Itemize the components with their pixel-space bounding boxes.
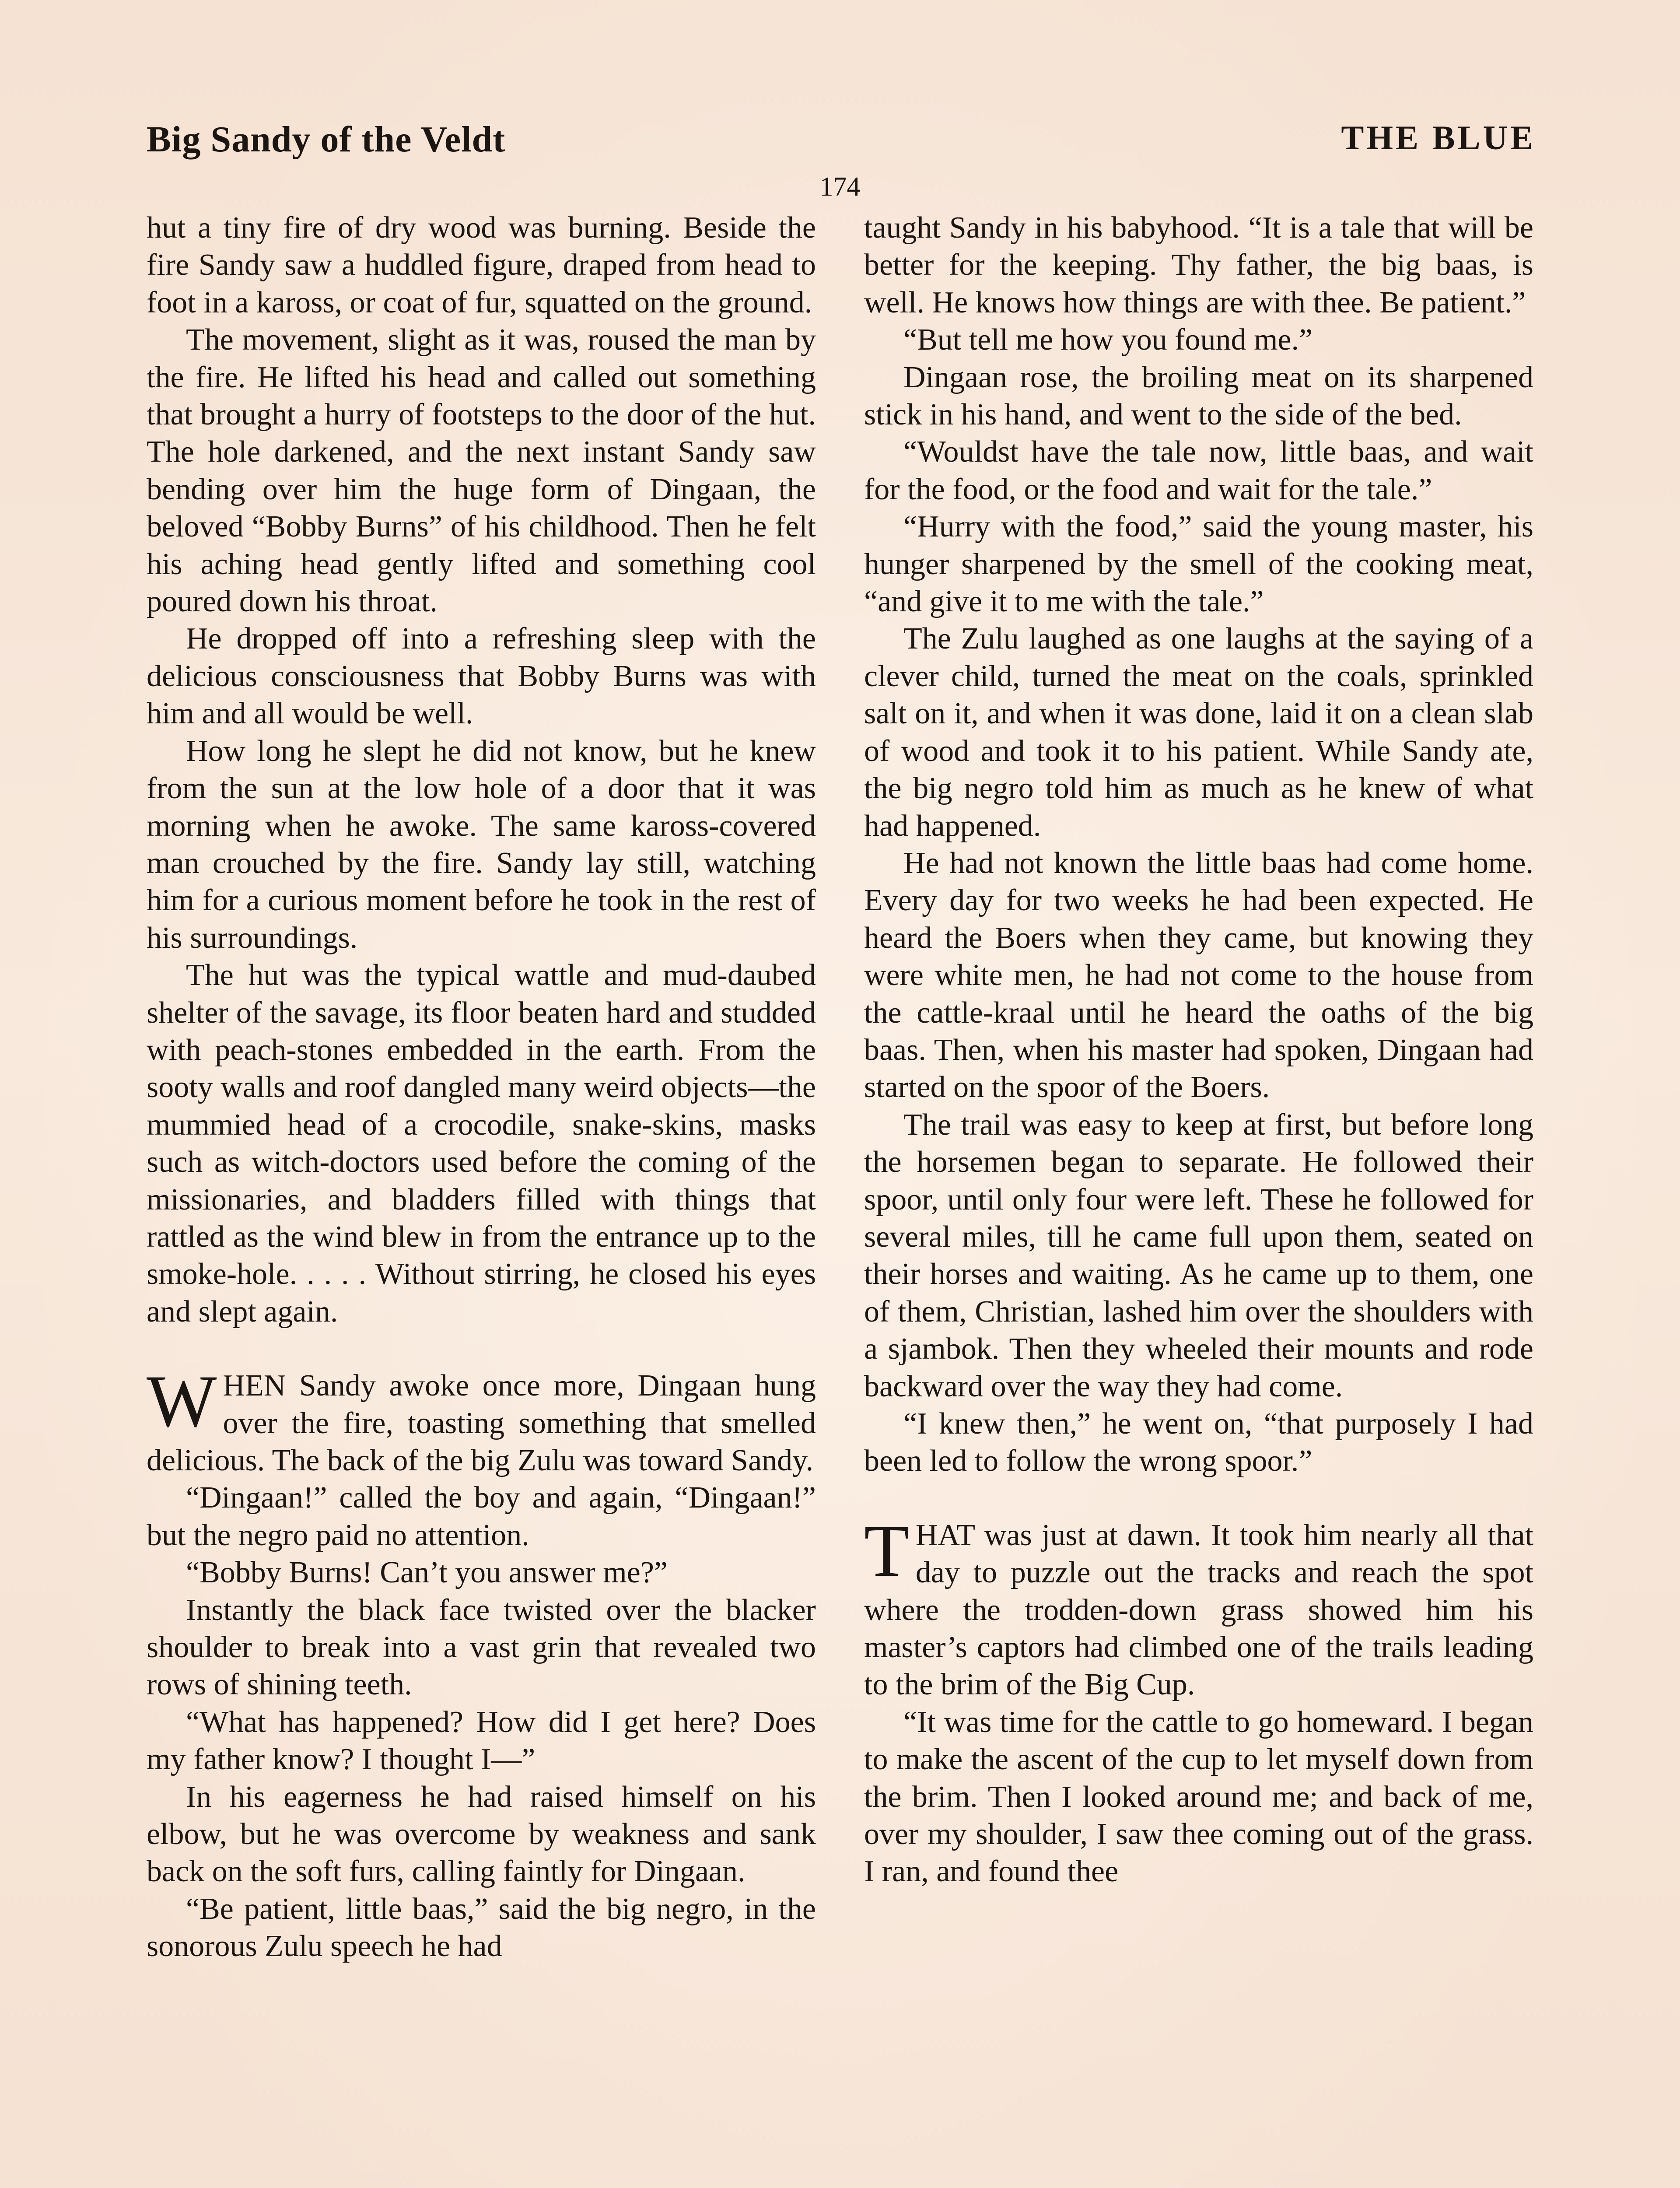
page-number: 174 xyxy=(819,172,861,202)
paragraph: “Be patient, little baas,” said the big negro, in the sonorous Zulu speech he had xyxy=(147,1892,816,1964)
paragraph: The movement, slight as it was, roused the man by the fire. He lifted his head and called out something that brought a hurry of footsteps to the door of the hut. The hole darkened, and the next instant Sandy saw bending over him the huge form of Dingaan, the beloved “Bobby Burns” of his childhood. Then he felt his aching head gently lifted and something cool poured down his throat. xyxy=(147,323,816,619)
paragraph-text: HEN Sandy awoke once more, Dingaan hung over the fire, toasting something that smelled delicious. The back of the big Zulu was toward Sandy. xyxy=(147,1369,816,1477)
paragraph: The Zulu laughed as one laughs at the saying of a clever child, turned the meat on the coals, sprinkled salt on it, and when it was done, laid it on a clean slab of wood and took it to his patient. While Sandy ate, the big negro told him as much as he knew of what had happened. xyxy=(864,622,1533,843)
paragraph: hut a tiny fire of dry wood was burning. Beside the fire Sandy saw a huddled figure, draped from head to foot in a kaross, or coat of fur, squatted on the ground. xyxy=(147,211,816,319)
paragraph: “It was time for the cattle to go homeward. I began to make the ascent of the cup to let myself down from the brim. Then I looked around me; and back of me, over my shoulder, I saw thee coming out of the grass. I ran, and found thee xyxy=(864,1705,1533,1889)
paragraph: “Wouldst have the tale now, little baas, and wait for the food, or the food and wait for the tale.” xyxy=(864,435,1533,506)
paragraph: “But tell me how you found me.” xyxy=(903,323,1313,357)
left-column xyxy=(147,209,816,2188)
story-title: Big Sandy of the Veldt xyxy=(147,119,506,160)
paragraph: In his eagerness he had raised himself on his elbow, but he was overcome by weakness and sank back on the soft furs, calling faintly for Dingaan. xyxy=(147,1780,816,1889)
paragraph: “Dingaan!” called the boy and again, “Dingaan!” but the negro paid no attention. xyxy=(147,1481,816,1552)
paragraph: “I knew then,” he went on, “that purposely I had been led to follow the wrong spoor.” xyxy=(864,1407,1533,1478)
running-header xyxy=(147,118,1536,166)
section-paragraph xyxy=(864,1509,1533,1704)
paragraph: “Hurry with the food,” said the young master, his hunger sharpened by the smell of the cooking meat, “and give it to me with the tale.” xyxy=(864,510,1533,619)
drop-cap: W xyxy=(147,1360,217,1443)
paragraph-text: HAT was just at dawn. It took him nearly all that day to puzzle out the tracks and reach the spot where the trodden-down grass showed him his master’s captors had climbed one of the trails leading to the brim of the Big Cup. xyxy=(864,1518,1533,1702)
right-column xyxy=(864,209,1533,2188)
section-paragraph xyxy=(147,1360,816,1479)
paragraph: Instantly the black face twisted over the blacker shoulder to break into a vast grin that revealed two rows of shining teeth. xyxy=(147,1593,816,1702)
paragraph: He had not known the little baas had come home. Every day for two weeks he had been expected. He heard the Boers when they came, but knowing they were white men, he had not come to the house from the cattle-kraal until he heard the oaths of the big baas. Then, when his master had spoken, Dingaan had started on the spoor of the Boers. xyxy=(864,846,1533,1105)
paragraph: The hut was the typical wattle and mud-daubed shelter of the savage, its floor beaten hard and studded with peach-stones embedded in the earth. From the sooty walls and roof dangled many weird objects—the mummied head of a crocodile, snake-skins, masks such as witch-doctors used before the coming of the missionaries, and bladders filled with things that rattled as the wind blew in from the entrance up to the smoke-hole. . . . . Without stirring, he closed his eyes and slept again. xyxy=(147,958,816,1329)
paragraph: “What has happened? How did I get here? Does my father know? I thought I—” xyxy=(147,1705,816,1777)
paragraph: taught Sandy in his babyhood. “It is a tale that will be better for the keeping. Thy father, the big baas, is well. He knows how things are with thee. Be patient.” xyxy=(864,211,1533,319)
drop-cap: T xyxy=(864,1509,910,1592)
paragraph: “Bobby Burns! Can’t you answer me?” xyxy=(186,1556,668,1590)
paragraph: How long he slept he did not know, but he knew from the sun at the low hole of a door that it was morning when he awoke. The same kaross-covered man crouched by the fire. Sandy lay still, watching him for a curious moment before he took in the rest of his surroundings. xyxy=(147,734,816,955)
paragraph: The trail was easy to keep at first, but before long the horsemen began to separate. He followed their spoor, until only four were left. These he followed for several miles, till he came full upon them, seated on their horses and waiting. As he came up to them, one of them, Christian, lashed him over the shoulders with a sjambok. Then they wheeled their mounts and rode backward over the way they had come. xyxy=(864,1108,1533,1403)
paragraph: He dropped off into a refreshing sleep with the delicious consciousness that Bobby Burns was with him and all would be well. xyxy=(147,622,816,731)
paragraph: Dingaan rose, the broiling meat on its sharpened stick in his hand, and went to the side of the bed. xyxy=(864,360,1533,432)
magazine-title: THE BLUE xyxy=(1341,119,1536,157)
